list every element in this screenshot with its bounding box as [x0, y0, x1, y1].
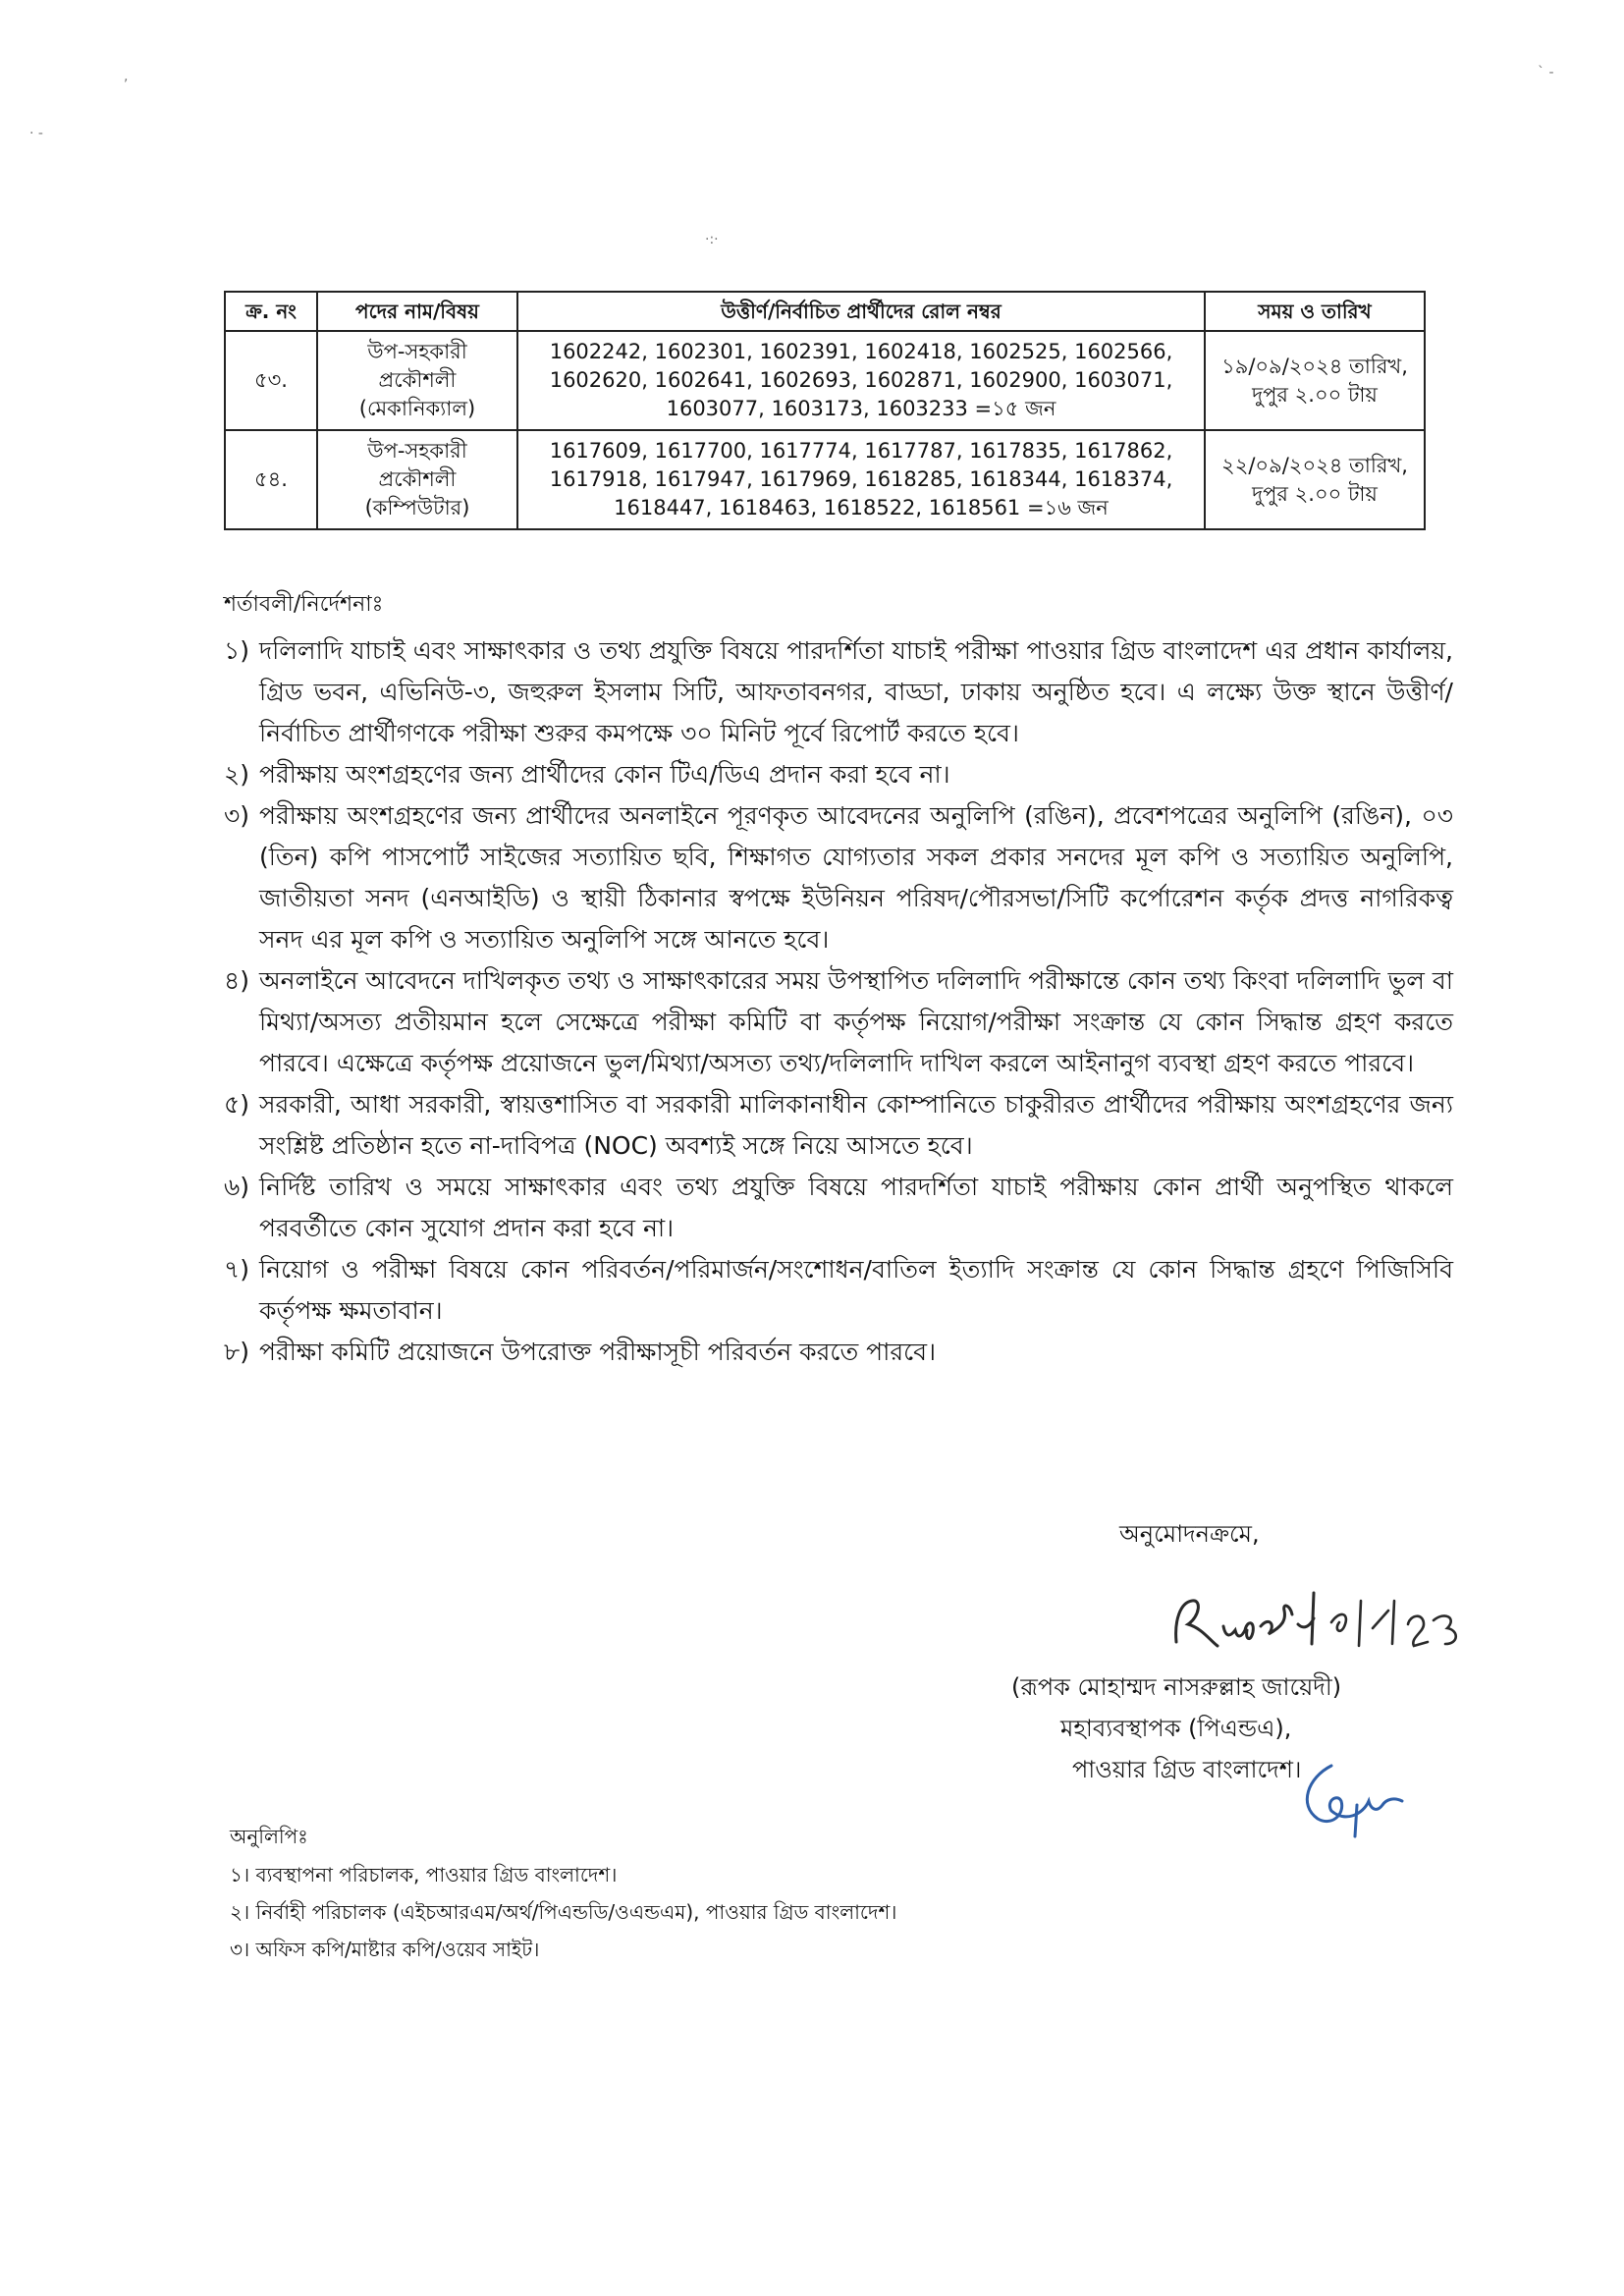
cell-post [317, 430, 517, 529]
time-line: দুপুর ২.০০ টায় [1252, 481, 1378, 506]
signatory-organization: পাওয়ার গ্রিড বাংলাদেশ। [1072, 1756, 1302, 1783]
instruction-text: দলিলাদি যাচাই এবং সাক্ষাৎকার ও তথ্য প্রযুক্তি বিষয়ে পারদর্শিতা যাচাই পরীক্ষা পাওয়ার গ্রিড বাংলাদেশ এর প্রধান কার্যালয়, গ্রিড ভবন, এভিনিউ-৩, জহুরুল ইসলাম সিটি, আফতাবনগর, বাড্ডা, ঢাকায় অনুষ্ঠিত হবে। এ লক্ষ্যে উক্ত স্থানে উত্তীর্ণ/নির্বাচিত প্রার্থীগণকে পরীক্ষা শুরুর কমপক্ষে ৩০ মিনিট পূর্বে রিপোর্ট করতে হবে। [259, 636, 1453, 747]
signatory-name: (রূপক মোহাম্মদ নাসরুল্লাহ জায়েদী) [1011, 1673, 1342, 1701]
copies-title: অনুলিপিঃ [230, 1825, 308, 1848]
instruction-text: পরীক্ষা কমিটি প্রয়োজনে উপরোক্ত পরীক্ষাসূচী পরিবর্তন করতে পারবে। [259, 1338, 937, 1366]
instruction-item [224, 960, 1453, 1084]
cell-rolls: 1617609, 1617700, 1617774, 1617787, 1617835, 1617862, 1617918, 1617947, 1617969, 1618285, 1618344, 1618374, 1618447, 1618463, 1618522, 1618561 =১৬ জন [517, 430, 1205, 529]
instruction-text: পরীক্ষায় অংশগ্রহণের জন্য প্রার্থীদের কোন টিএ/ডিএ প্রদান করা হবে না। [259, 760, 950, 789]
cell-time [1205, 331, 1425, 430]
cell-serial: ৫৩. [225, 331, 317, 430]
scan-speck: ` - [1538, 65, 1554, 81]
handwritten-signature [1166, 1581, 1490, 1669]
instruction-number: ১) [224, 636, 249, 665]
post-line: প্রকৌশলী [378, 467, 457, 491]
scan-speck: , [124, 69, 129, 84]
date-line: ১৯/০৯/২০২৪ তারিখ, [1221, 354, 1408, 378]
instruction-item [224, 1167, 1453, 1249]
instruction-item [224, 754, 1453, 795]
cell-rolls: 1602242, 1602301, 1602391, 1602418, 1602525, 1602566, 1602620, 1602641, 1602693, 1602871, 1602900, 1603071, 1603077, 1603173, 1603233 =১৫ জন [517, 331, 1205, 430]
col-header-time: সময় ও তারিখ [1205, 292, 1425, 331]
instruction-text: অনলাইনে আবেদনে দাখিলকৃত তথ্য ও সাক্ষাৎকারের সময় উপস্থাপিত দলিলাদি পরীক্ষান্তে কোন তথ্য কিংবা দলিলাদি ভুল বা মিথ্যা/অসত্য প্রতীয়মান হলে সেক্ষেত্রে পরীক্ষা কমিটি বা কর্তৃপক্ষ নিয়োগ/পরীক্ষা সংক্রান্ত যে কোন সিদ্ধান্ত গ্রহণ করতে পারবে। এক্ষেত্রে কর্তৃপক্ষ প্রয়োজনে ভুল/মিথ্যা/অসত্য তথ্য/দলিলাদি দাখিল করলে আইনানুগ ব্যবস্থা গ্রহণ করতে পারবে। [259, 966, 1453, 1077]
instruction-item [224, 795, 1453, 960]
cell-time [1205, 430, 1425, 529]
date-line: ২২/০৯/২০২৪ তারিখ, [1221, 453, 1408, 477]
instruction-text: পরীক্ষায় অংশগ্রহণের জন্য প্রার্থীদের অনলাইনে পূরণকৃত আবেদনের অনুলিপি (রঙিন), প্রবেশপত্রের অনুলিপি (রঙিন), ০৩ (তিন) কপি পাসপোর্ট সাইজের সত্যায়িত ছবি, শিক্ষাগত যোগ্যতার সকল প্রকার সনদের মূল কপি ও সত্যায়িত অনুলিপি, জাতীয়তা সনদ (এনআইডি) ও স্থায়ী ঠিকানার স্বপক্ষে ইউনিয়ন পরিষদ/পৌরসভা/সিটি কর্পোরেশন কর্তৃক প্রদত্ত নাগরিকত্ব সনদ এর মূল কপি ও সত্যায়িত অনুলিপি সঙ্গে আনতে হবে। [259, 801, 1453, 954]
post-line: উপ-সহকারী [367, 439, 467, 463]
blue-initial [1288, 1758, 1416, 1846]
instruction-item [224, 630, 1453, 754]
post-line: (কম্পিউটার) [364, 496, 470, 519]
instruction-number: ৩) [224, 801, 250, 830]
table-row [225, 331, 1425, 430]
instruction-number: ৭) [224, 1255, 250, 1284]
scan-speck: ·:· [705, 232, 719, 247]
copies-list [230, 1856, 896, 1968]
instruction-number: ২) [224, 760, 250, 789]
table-row [225, 430, 1425, 529]
post-line: প্রকৌশলী [378, 368, 457, 392]
post-line: উপ-সহকারী [367, 340, 467, 363]
cell-serial: ৫৪. [225, 430, 317, 529]
signatory-designation: মহাব্যবস্থাপক (পিএন্ডএ), [1060, 1715, 1292, 1742]
post-line: (মেকানিক্যাল) [358, 397, 476, 420]
cell-post [317, 331, 517, 430]
instructions-title: শর্তাবলী/নির্দেশনাঃ [224, 592, 384, 617]
scan-speck: · - [29, 126, 43, 141]
instruction-item [224, 1332, 1453, 1373]
copy-item: ২। নির্বাহী পরিচালক (এইচআরএম/অর্থ/পিএন্ডডি/ওএন্ডএম), পাওয়ার গ্রিড বাংলাদেশ। [230, 1900, 897, 1924]
time-line: দুপুর ২.০০ টায় [1252, 382, 1378, 407]
instruction-number: ৫) [224, 1090, 249, 1119]
instructions-list [224, 630, 1453, 1373]
table-header-row [225, 292, 1425, 331]
copy-item: ৩। অফিস কপি/মাষ্টার কপি/ওয়েব সাইট। [230, 1938, 540, 1961]
instruction-text: সরকারী, আধা সরকারী, স্বায়ত্তশাসিত বা সরকারী মালিকানাধীন কোম্পানিতে চাকুরীরত প্রার্থীদের পরীক্ষায় অংশগ্রহণের জন্য সংশ্লিষ্ট প্রতিষ্ঠান হতে না-দাবিপত্র (NOC) অবশ্যই সঙ্গে নিয়ে আসতে হবে। [259, 1090, 1453, 1160]
col-header-rolls: উত্তীর্ণ/নির্বাচিত প্রার্থীদের রোল নম্বর [517, 292, 1205, 331]
instruction-number: ৬) [224, 1173, 250, 1201]
result-table [224, 291, 1426, 530]
instruction-number: ৪) [224, 966, 249, 995]
instruction-text: নির্দিষ্ট তারিখ ও সময়ে সাক্ষাৎকার এবং তথ্য প্রযুক্তি বিষয়ে পারদর্শিতা যাচাই পরীক্ষায় কোন প্রার্থী অনুপস্থিত থাকলে পরবর্তীতে কোন সুযোগ প্রদান করা হবে না। [259, 1173, 1453, 1242]
col-header-post: পদের নাম/বিষয় [317, 292, 517, 331]
copy-item: ১। ব্যবস্থাপনা পরিচালক, পাওয়ার গ্রিড বাংলাদেশ। [230, 1863, 618, 1886]
instruction-item [224, 1249, 1453, 1332]
instruction-number: ৮) [224, 1338, 249, 1366]
instruction-item [224, 1084, 1453, 1167]
approval-line: অনুমোদনক্রমে, [1119, 1520, 1260, 1548]
instruction-text: নিয়োগ ও পরীক্ষা বিষয়ে কোন পরিবর্তন/পরিমার্জন/সংশোধন/বাতিল ইত্যাদি সংক্রান্ত যে কোন সিদ্ধান্ত গ্রহণে পিজিসিবি কর্তৃপক্ষ ক্ষমতাবান। [259, 1255, 1453, 1325]
col-header-serial: ক্র. নং [225, 292, 317, 331]
